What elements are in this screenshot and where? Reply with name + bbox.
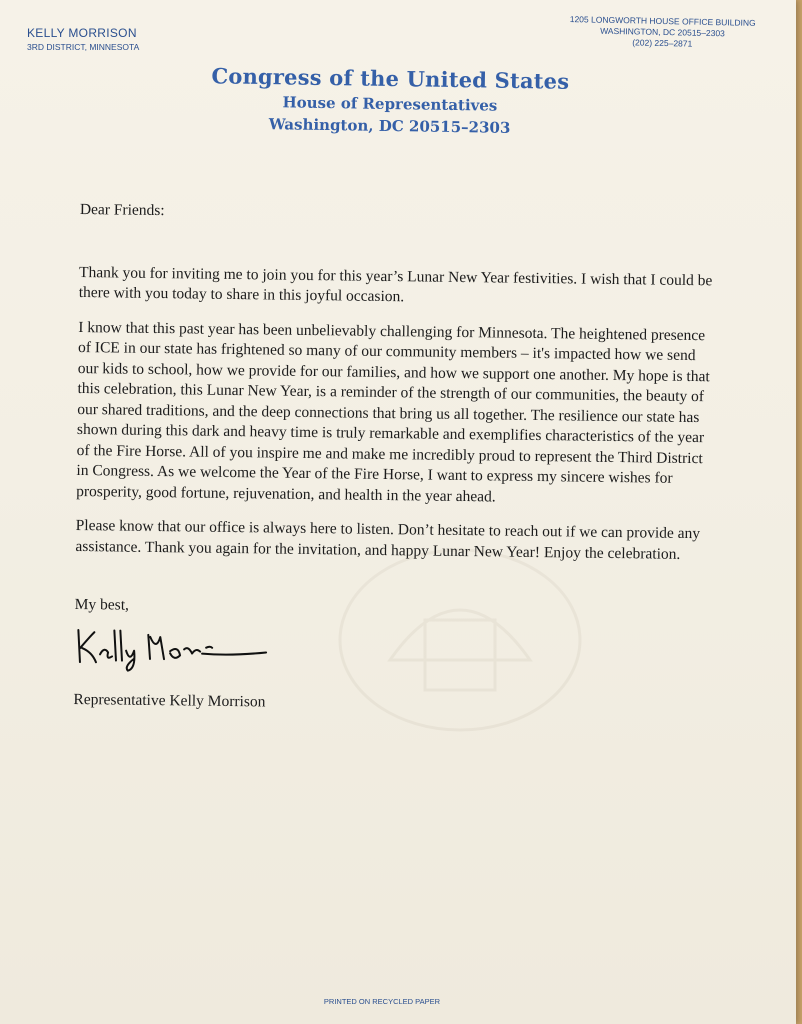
letterhead-district: 3RD DISTRICT, MINNESOTA (27, 42, 140, 52)
address-line-1: 1205 LONGWORTH HOUSE OFFICE BUILDING (569, 14, 756, 28)
salutation: Dear Friends: (79, 200, 165, 220)
masthead-city: Washington, DC 20515–2303 (268, 115, 511, 137)
masthead-congress: Congress of the United States (211, 63, 570, 94)
phone-number: (202) 225–2871 (632, 37, 693, 49)
handwritten-signature (70, 621, 271, 674)
representative-letterhead (27, 26, 139, 52)
paragraph-3: Please know that our office is always here to listen. Don’t hesitate to reach out if we can provide any assistance. Thank you again for the invitation, and happy Lunar New Year! Enjoy the celebration. (75, 516, 701, 563)
recycled-paper-note: PRINTED ON RECYCLED PAPER (323, 997, 441, 1006)
office-address-block (560, 14, 766, 51)
letterhead-name: KELLY MORRISON (27, 26, 137, 40)
paragraph-1: Thank you for inviting me to join you for this year’s Lunar New Year festivities. I wish that I could be there with you today to share in this joyful occasion. (78, 263, 713, 306)
closing: My best, (74, 595, 130, 614)
congress-masthead (199, 63, 580, 138)
signature-name: Representative Kelly Morrison (73, 690, 266, 711)
address-line-2: WASHINGTON, DC 20515–2303 (600, 25, 725, 39)
paragraph-2: I know that this past year has been unbelievably challenging for Minnesota. The heightened presence of ICE in our state has frightened so many of our community members – it's impacted how we send our kids to school, how we provide for our families, and how we support one another. My hope is that this celebration, this Lunar New Year, is a reminder of the strength of our communities, the beauty of our shared traditions, and the deep connections that bring us all together. The resilience our state has shown during this dark and heavy time is truly remarkable and exemplifies characteristics of the year of the Fire Horse. All of you inspire me and make me incredibly proud to represent the Third District in Congress. As we welcome the Year of the Fire Horse, I want to express my sincere wishes for prosperity, good fortune, rejuvenation, and health in the year ahead. (76, 318, 710, 505)
masthead-house: House of Representatives (282, 93, 498, 115)
letter-body (73, 200, 720, 719)
